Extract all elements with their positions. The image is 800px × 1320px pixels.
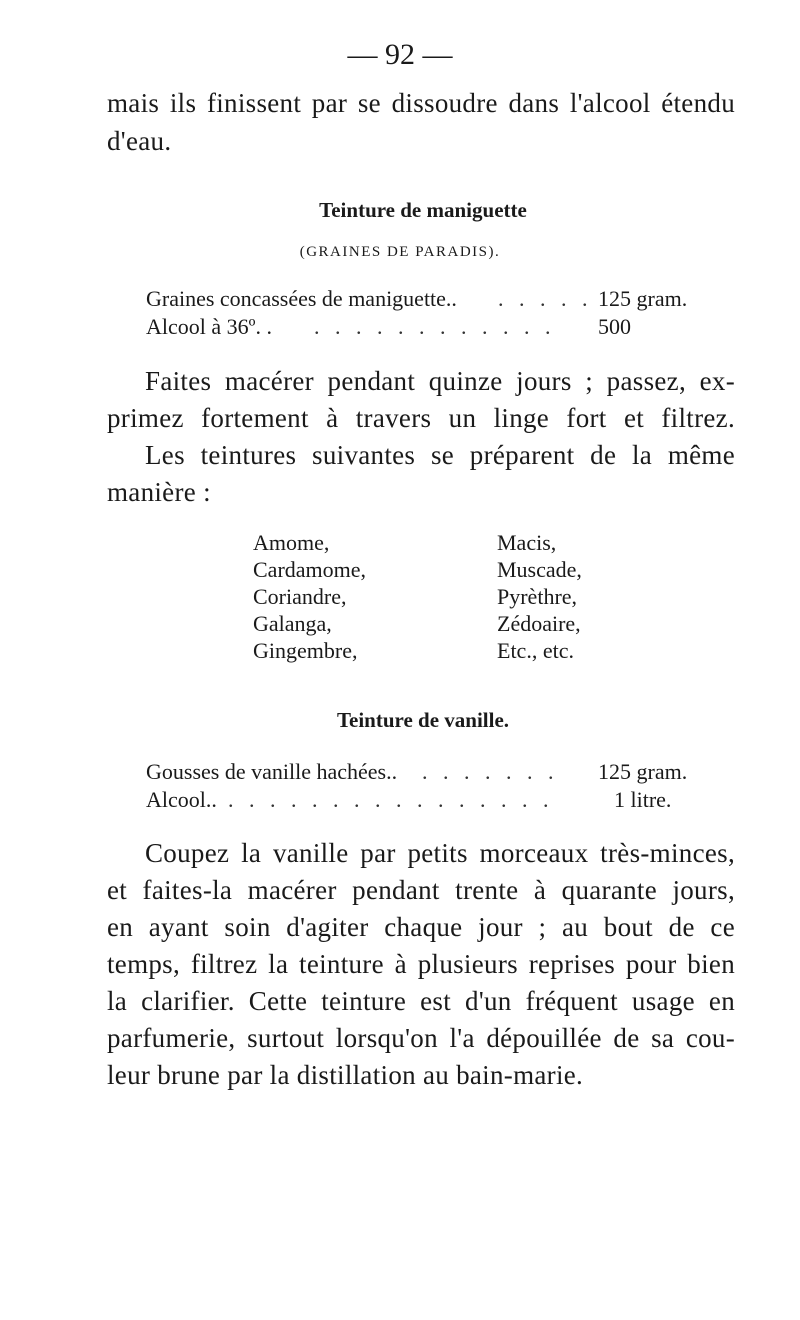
ingredient-name: Gousses de vanille hachées.. [146,759,398,784]
paragraph-line: Coupez la vanille par petits morceaux très-minces, [145,838,735,868]
list-item: Cardamome, [253,557,367,582]
ingredient-quantity: 125 gram. [598,759,688,784]
leader-dots: . . . . . . . [422,759,559,784]
paragraph-line: et faites-la macérer pendant trente à quarante jours, [107,875,735,905]
list-item: Amome, [253,530,330,555]
ingredient-name: Alcool à 36º. . [146,314,272,339]
intro-line: d'eau. [107,126,172,156]
leader-dots: . . . . . [498,286,593,311]
paragraph-line: parfumerie, surtout lorsqu'on l'a dépouillée de sa cou- [107,1023,735,1053]
list-item: Zédoaire, [497,611,581,636]
paragraph-line: Les teintures suivantes se préparent de la même [145,440,735,470]
ingredient-quantity: 500 [598,314,631,339]
paragraph-line: la clarifier. Cette teinture est d'un fréquent usage en [107,986,735,1016]
ingredient-row [146,787,702,815]
ingredient-row [146,286,702,314]
paragraph-line: en ayant soin d'agiter chaque jour ; au bout de ce [107,912,735,942]
paragraph-line: leur brune par la distillation au bain-marie. [107,1060,584,1090]
ingredient-row [146,314,702,342]
leader-dots: . . . . . . . . . . . . . . . . [228,787,554,812]
list-item: Coriandre, [253,584,347,609]
paragraph-line: temps, filtrez la teinture à plusieurs reprises pour bien [107,949,735,979]
ingredient-name: Graines concassées de maniguette.. [146,286,457,311]
list-item: Gingembre, [253,638,358,663]
section-heading-maniguette: Teinture de maniguette [319,198,527,222]
section-heading-vanille: Teinture de vanille. [336,708,510,732]
ingredient-quantity: 125 gram. [598,286,688,311]
paragraph-line: manière : [107,477,211,507]
leader-dots: . . . . . . . . . . . . [314,314,556,339]
list-item: Muscade, [497,557,582,582]
section-subtitle: (GRAINES DE PARADIS). [299,244,501,260]
list-item: Macis, [497,530,557,555]
paragraph-line: Faites macérer pendant quinze jours ; passez, ex- [145,366,735,396]
paragraph-line: primez fortement à travers un linge fort et filtrez. [107,403,735,433]
page-number: — 92 — [347,38,453,71]
list-item: Pyrèthre, [497,584,578,609]
list-item: Etc., etc. [497,638,574,663]
list-item: Galanga, [253,611,332,636]
ingredient-quantity: 1 litre. [614,787,672,812]
ingredient-name: Alcool.. [146,787,217,812]
ingredient-row [146,759,702,787]
intro-line: mais ils finissent par se dissoudre dans l'alcool étendu [107,88,735,118]
